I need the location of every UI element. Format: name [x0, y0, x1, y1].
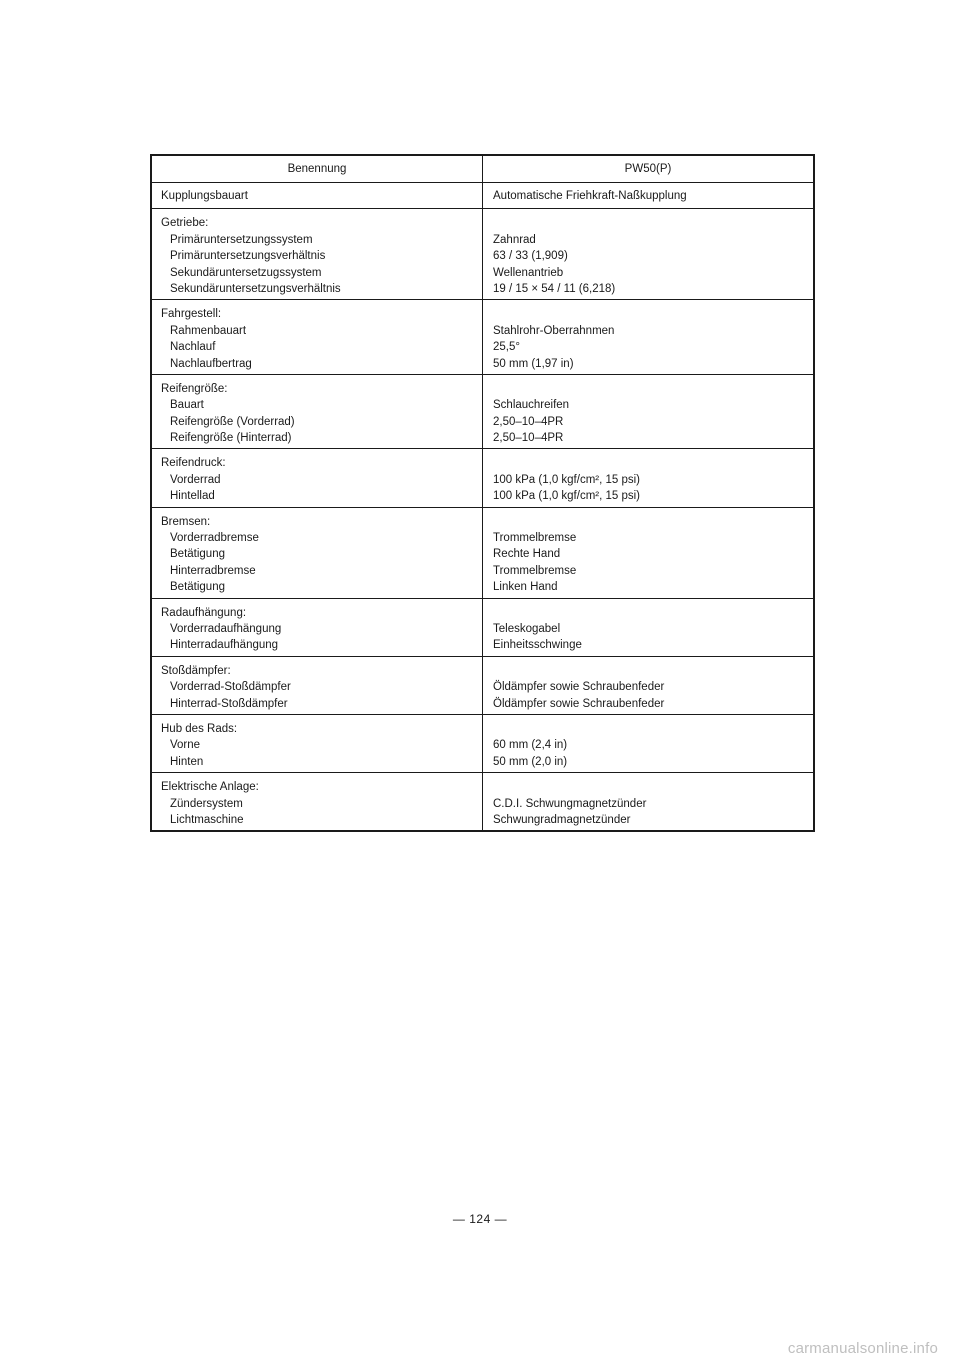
group-title: Reifendruck: [161, 457, 226, 470]
row-value: Automatische Friehkraft-Naßkupplung [493, 190, 687, 202]
item-value: 25,5° [493, 341, 520, 354]
group-title: Reifengröße: [161, 382, 228, 395]
table-row-reifendruck [152, 448, 813, 506]
table-header-row [152, 156, 813, 182]
item-label: Vorderrad [170, 473, 221, 486]
item-label: Reifengröße (Hinterrad) [170, 432, 292, 445]
item-label: Primäruntersetzungssystem [170, 233, 313, 246]
item-value: 60 mm (2,4 in) [493, 739, 568, 752]
spec-table [150, 154, 815, 832]
group-title: Elektrische Anlage: [161, 781, 259, 794]
item-value: 2,50–10–4PR [493, 432, 564, 445]
spacer [493, 381, 813, 397]
header-model: PW50(P) [624, 163, 672, 175]
spacer [493, 455, 813, 471]
item-label: Hintellad [170, 490, 215, 503]
item-label: Hinterradaufhängung [170, 639, 279, 652]
spacer [493, 779, 813, 795]
table-row-bremsen [152, 507, 813, 598]
item-label: Primäruntersetzungsverhältnis [170, 250, 326, 263]
item-value: Schwungradmagnetzünder [493, 813, 631, 826]
item-value: Teleskogabel [493, 622, 561, 635]
item-label: Hinten [170, 755, 204, 768]
item-value: Schlauchreifen [493, 399, 570, 412]
table-row-fahrgestell [152, 299, 813, 374]
item-value: 50 mm (2,0 in) [493, 755, 568, 768]
item-value: Einheitsschwinge [493, 639, 582, 652]
item-label: Rahmenbauart [170, 324, 247, 337]
item-value: Wellenantrieb [493, 266, 564, 279]
table-row-radaufhaengung [152, 598, 813, 656]
table-row-reifengroesse [152, 374, 813, 449]
spacer [493, 605, 813, 621]
item-label: Betätigung [170, 581, 225, 594]
item-label: Hinterrad-Stoßdämpfer [170, 697, 288, 710]
item-value: 2,50–10–4PR [493, 415, 564, 428]
item-label: Reifengröße (Vorderrad) [170, 415, 295, 428]
item-label: Sekundäruntersetzungsverhältnis [170, 282, 341, 295]
group-title: Hub des Rads: [161, 722, 238, 735]
group-title: Radaufhängung: [161, 606, 247, 619]
spacer [493, 306, 813, 322]
table-row-getriebe [152, 208, 813, 299]
header-benennung: Benennung [152, 156, 483, 182]
group-title: Bremsen: [161, 515, 211, 528]
group-title: Getriebe: [161, 217, 209, 230]
item-label: Hinterradbremse [170, 564, 256, 577]
item-value: Trommelbremse [493, 564, 577, 577]
item-label: Vorderradaufhängung [170, 622, 282, 635]
item-label: Betätigung [170, 548, 225, 561]
group-title: Fahrgestell: [161, 308, 222, 321]
item-label: Nachlaufbertrag [170, 357, 252, 370]
table-row-elektrik [152, 772, 813, 830]
watermark: carmanualsonline.info [787, 1340, 938, 1357]
item-value: 100 kPa (1,0 kgf/cm², 15 psi) [493, 473, 641, 486]
item-value: Zahnrad [493, 233, 536, 246]
item-value: C.D.I. Schwungmagnetzünder [493, 797, 647, 810]
spacer [493, 514, 813, 530]
item-label: Vorderrad-Stoßdämpfer [170, 681, 291, 694]
table-row-hub [152, 714, 813, 772]
item-label: Bauart [170, 399, 204, 412]
item-value: 63 / 33 (1,909) [493, 250, 568, 263]
item-value: Linken Hand [493, 581, 558, 594]
item-value: Trommelbremse [493, 532, 577, 545]
item-value: 50 mm (1,97 in) [493, 357, 574, 370]
item-label: Sekundäruntersetzugssystem [170, 266, 322, 279]
page-number: — 124 — [452, 1212, 508, 1226]
item-value: Rechte Hand [493, 548, 561, 561]
table-row-kupplung [152, 182, 813, 208]
item-value: 100 kPa (1,0 kgf/cm², 15 psi) [493, 490, 641, 503]
item-label: Zündersystem [170, 797, 243, 810]
item-value: 19 / 15 × 54 / 11 (6,218) [493, 282, 616, 295]
group-title: Stoßdämpfer: [161, 664, 231, 677]
item-label: Nachlauf [170, 341, 216, 354]
spacer [493, 215, 813, 231]
row-label: Kupplungsbauart [161, 190, 248, 202]
spacer [493, 663, 813, 679]
spacer [493, 721, 813, 737]
item-value: Öldämpfer sowie Schraubenfeder [493, 681, 665, 694]
table-row-stossdaempfer [152, 656, 813, 714]
item-value: Stahlrohr-Oberrahnmen [493, 324, 615, 337]
item-label: Vorderradbremse [170, 532, 259, 545]
item-value: Öldämpfer sowie Schraubenfeder [493, 697, 665, 710]
item-label: Vorne [170, 739, 201, 752]
item-label: Lichtmaschine [170, 813, 244, 826]
